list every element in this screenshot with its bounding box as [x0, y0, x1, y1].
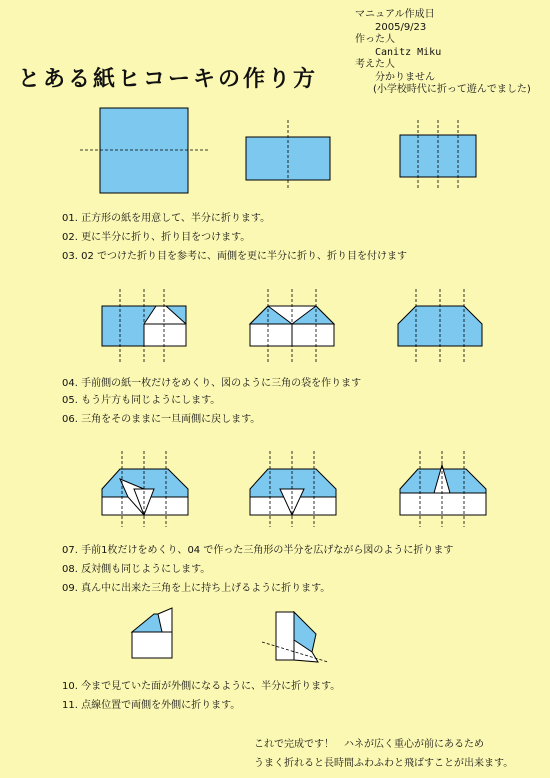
diagram-step02 — [244, 118, 334, 188]
created-label: マニュアル作成日 — [355, 9, 435, 20]
step-10: 10. 今まで見ていた面が外側になるように、半分に折ります。 — [62, 681, 341, 692]
manual-metadata — [355, 9, 531, 97]
diagram-step09 — [396, 449, 492, 529]
page-title: とある紙ヒコーキの作り方 — [18, 67, 319, 92]
created-date: 2005/9/23 — [375, 21, 427, 33]
step-08: 08. 反対側も同じようにします。 — [62, 564, 211, 575]
footer-line-2: うまく折れると長時間ふわふわと飛ばすことが出来ます。 — [254, 758, 514, 769]
designer-name: 分かりません — [375, 71, 435, 83]
footer-line-1: これで完成です！ ハネが広く重心が前にあるため — [254, 739, 484, 750]
step-05: 05. もう片方も同じようにします。 — [62, 395, 221, 406]
diagram-step04 — [98, 287, 190, 362]
diagram-step06 — [394, 287, 486, 362]
step-09: 09. 真ん中に出来た三角を上に持ち上げるように折ります。 — [62, 583, 331, 594]
diagram-step01 — [80, 108, 210, 198]
step-11: 11. 点線位置で両側を外側に折ります。 — [62, 700, 241, 711]
diagram-step08 — [246, 449, 342, 529]
step-01: 01. 正方形の紙を用意して、半分に折ります。 — [62, 213, 271, 224]
step-04: 04. 手前側の紙一枚だけをめくり、図のように三角の袋を作ります — [62, 378, 362, 389]
step-02: 02. 更に半分に折り、折り目をつけます。 — [62, 232, 251, 243]
step-03: 03. 02 でつけた折り目を参考に、両側を更に半分に折り、折り目を付けます — [62, 251, 407, 262]
author-name: Canitz Miku — [375, 46, 442, 58]
diagram-step07 — [98, 449, 194, 529]
diagram-step10 — [128, 604, 188, 664]
designer-note: (小学校時代に折って遊んでました) — [373, 84, 531, 95]
diagram-step11 — [262, 604, 332, 669]
diagram-step05 — [246, 287, 338, 362]
author-label: 作った人 — [355, 34, 395, 45]
step-07: 07. 手前1枚だけをめくり、04 で作った三角形の半分を広げながら図のように折ります — [62, 545, 454, 556]
diagram-step03 — [396, 118, 481, 188]
step-06: 06. 三角をそのままに一旦両側に戻します。 — [62, 414, 261, 425]
designer-label: 考えた人 — [355, 59, 395, 70]
